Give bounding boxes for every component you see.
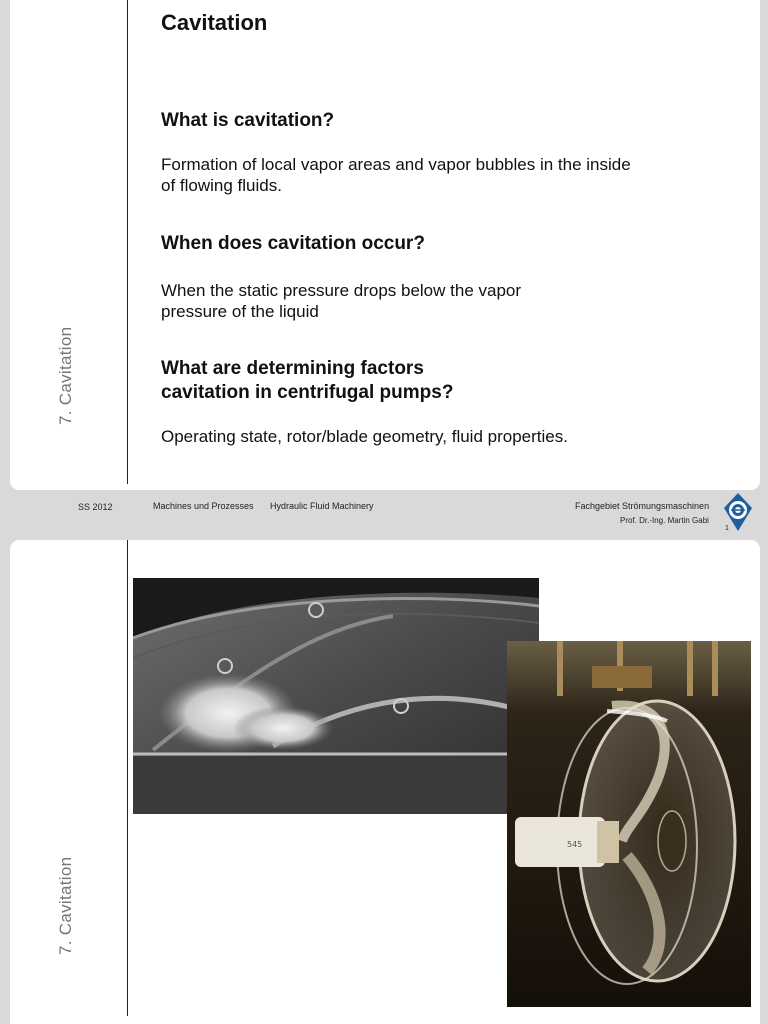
- side-title: 7. Cavitation: [56, 326, 75, 425]
- footer-semester: SS 2012: [78, 502, 113, 512]
- answer-what-is: Formation of local vapor areas and vapor bubbles in the inside of flowing fluids.: [161, 155, 631, 195]
- footer-department: Fachgebiet Strömungsmaschinen: [575, 501, 710, 511]
- question-factors: What are determining factors cavitation in centrifugal pumps?: [161, 358, 454, 403]
- cavitation-propeller-photo: [507, 641, 751, 1007]
- slide-1: [10, 0, 760, 490]
- answer-when-occurs: When the static pressure drops below the vapor pressure of the liquid: [161, 281, 522, 321]
- vertical-divider: [127, 0, 128, 484]
- footer-page-number: 1: [725, 525, 729, 532]
- slide-footer: [0, 490, 768, 540]
- footer-subject: Hydraulic Fluid Machinery: [270, 501, 374, 511]
- slide-2: [10, 540, 760, 1024]
- question-what-is: What is cavitation?: [161, 110, 335, 131]
- vertical-divider: [127, 540, 128, 1016]
- answer-factors: Operating state, rotor/blade geometry, fluid properties.: [161, 427, 568, 446]
- svg-text:545: 545: [567, 840, 583, 849]
- question-when-occurs: When does cavitation occur?: [161, 233, 425, 254]
- cavitation-blade-photo: [133, 578, 539, 814]
- university-logo-icon: [722, 492, 754, 532]
- side-title: 7. Cavitation: [56, 856, 75, 955]
- footer-course: Machines und Prozesses: [153, 501, 254, 511]
- page-title: Cavitation: [161, 10, 268, 35]
- footer-professor: Prof. Dr.-Ing. Martin Gabi: [620, 516, 709, 525]
